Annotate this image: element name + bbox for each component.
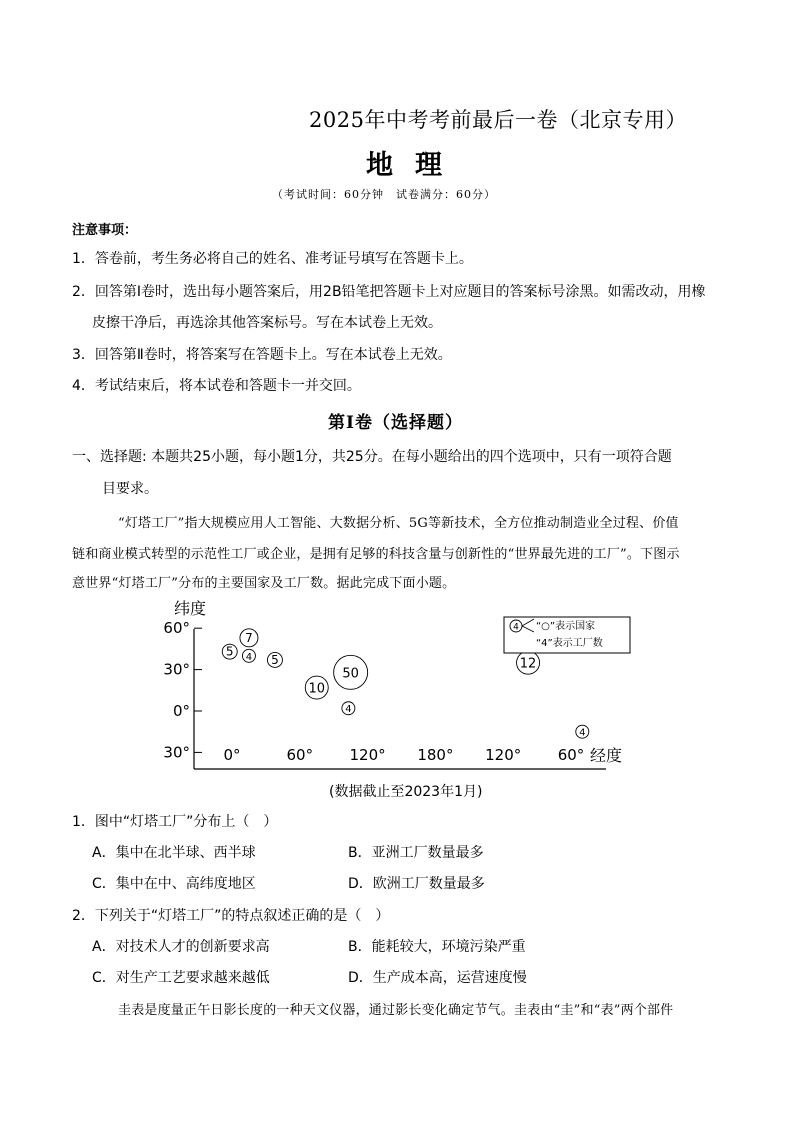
chart-caption: (数据截止至2023年1月) (329, 784, 483, 800)
next-passage-line: 圭表是度量正午日影长度的一种天文仪器，通过影长变化确定节气。圭表由“圭”和“表”两个部件 (118, 1003, 674, 1018)
x-axis-label: 经度 (590, 746, 623, 765)
country-point (267, 652, 282, 667)
country-point (242, 649, 255, 663)
time-note: （考试时间：60分钟 试卷满分：60分） (272, 188, 496, 201)
section-instruction-continued: 目要求。 (102, 481, 158, 497)
lighthouse-factory-chart (150, 597, 640, 777)
y-tick-label: 30° (163, 660, 190, 679)
question-option: A．集中在北半球、西半球 (92, 845, 256, 861)
chart-legend (504, 617, 630, 653)
y-tick-label: 60° (163, 619, 190, 638)
x-tick-label: 60° (557, 746, 585, 764)
question-option: B．亚洲工厂数量最多 (348, 845, 484, 861)
question-option: C．对生产工艺要求越来越低 (92, 970, 270, 986)
country-point (334, 655, 368, 689)
x-tick-label: 0° (223, 746, 241, 764)
country-point (305, 676, 328, 699)
notice-item: 1．答卷前，考生务必将自己的姓名、准考证号填写在答题卡上。 (72, 251, 473, 267)
factory-count-label: 50 (342, 666, 359, 682)
question-option: B．能耗较大，环境污染严重 (348, 939, 526, 955)
notice-item: 4．考试结束后，将本试卷和答题卡一并交回。 (72, 378, 361, 394)
factory-count-label: 10 (308, 681, 326, 697)
country-point (222, 644, 237, 659)
x-tick-label: 120° (349, 746, 386, 764)
question-option: D．欧洲工厂数量最多 (348, 876, 485, 892)
factory-count-label: 12 (519, 656, 537, 672)
subject-title: 地理 (366, 150, 464, 181)
legend-sample-value: 4 (513, 622, 519, 633)
x-tick-label: 60° (286, 746, 314, 764)
legend-line-country: “○”表示国家 (536, 621, 596, 632)
factory-count-label: 7 (245, 630, 253, 645)
notice-heading: 注意事项： (72, 223, 138, 238)
question-stem: 2．下列关于“灯塔工厂”的特点叙述正确的是（ ） (72, 908, 390, 924)
factory-count-label: 5 (225, 644, 234, 659)
notice-item: 2．回答第Ⅰ卷时，选出每小题答案后，用2B铅笔把答题卡上对应题目的答案标号涂黑。如需改动，用橡 (72, 284, 706, 300)
country-point (342, 702, 355, 716)
factory-count-label: 4 (579, 727, 586, 739)
passage-line: 链和商业模式转型的示范性工厂或企业，是拥有足够的科技含量与创新性的“世界最先进的工厂”。下图示 (72, 547, 680, 562)
country-point (576, 725, 589, 739)
y-tick-label: 0° (172, 702, 190, 720)
section-heading: 第Ⅰ卷（选择题） (328, 413, 463, 433)
question-option: D．生产成本高，运营速度慢 (348, 970, 527, 986)
x-tick-label: 180° (417, 746, 454, 764)
factory-count-label: 4 (245, 651, 253, 663)
country-point (240, 629, 258, 647)
factory-count-label: 5 (271, 652, 279, 667)
factory-count-label: 4 (345, 704, 352, 716)
notice-item-continued: 皮擦干净后，再选涂其他答案标号。写在本试卷上无效。 (92, 315, 442, 331)
question-option: A．对技术人才的创新要求高 (92, 939, 270, 955)
y-tick-label: 30° (163, 743, 190, 762)
question-option: C．集中在中、高纬度地区 (92, 876, 256, 892)
notice-item: 3．回答第Ⅱ卷时，将答案写在答题卡上。写在本试卷上无效。 (72, 347, 452, 363)
y-axis-label: 纬度 (174, 599, 207, 618)
x-tick-label: 120° (485, 746, 522, 764)
passage-line: “灯塔工厂”指大规模应用人工智能、大数据分析、5G等新技术，全方位推动制造业全过程、价值 (118, 516, 679, 531)
legend-line-count: “4”表示工厂数 (536, 638, 603, 649)
section-instruction: 一、选择题: 本题共25小题，每小题1分，共25分。在每小题给出的四个选项中，只有一项符合题 (72, 449, 672, 465)
country-point (517, 651, 540, 674)
question-stem: 1．图中“灯塔工厂”分布上（ ） (72, 814, 278, 830)
passage-line: 意世界“灯塔工厂”分布的主要国家及工厂数。据此完成下面小题。 (72, 576, 456, 591)
exam-title: 2025年中考考前最后一卷（北京专用） (309, 108, 687, 132)
